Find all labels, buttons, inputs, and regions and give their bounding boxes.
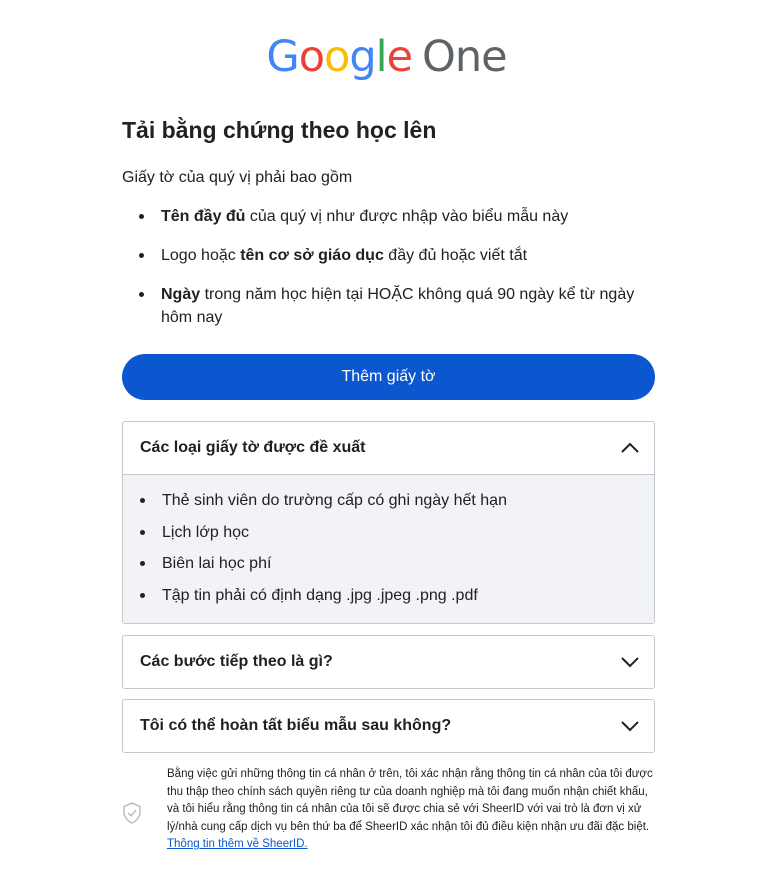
logo-letter-o1: o: [298, 32, 325, 82]
requirement-text: của quý vị như được nhập vào biểu mẫu này: [245, 208, 569, 225]
accordion-finish-later: [122, 699, 655, 753]
google-one-logo: [0, 30, 773, 84]
requirement-item: [122, 283, 642, 329]
accordion-label: Tôi có thể hoàn tất biểu mẫu sau không?: [140, 717, 452, 734]
requirement-item: [122, 205, 642, 228]
accordion-suggested-documents: [122, 421, 655, 624]
requirement-bold: tên cơ sở giáo dục: [240, 247, 384, 264]
requirements-list: [122, 205, 642, 345]
logo-letter-g: G: [266, 32, 299, 82]
requirement-item: [122, 244, 642, 267]
sheerid-info-link[interactable]: Thông tin thêm về SheerID.: [167, 838, 308, 850]
list-item: Lịch lớp học: [123, 521, 654, 553]
requirement-bold: Ngày: [161, 286, 201, 303]
consent-body: Bằng việc gửi những thông tin cá nhân ở trên, tôi xác nhận rằng thông tin cá nhân của tôi được thu thập theo chính sách quyền riêng tư của doanh nghiệp mà tôi đang muốn nhận chiết khấu, và tôi hiểu rằng thông tin cá nhân của tôi sẽ được chia sẻ với SheerID với vai trò là đơn vị xử lý/nhà cung cấp dịch vụ bên thứ ba để SheerID xác nhận tôi đủ điều kiện nhận ưu đãi đặc biệt.: [167, 768, 653, 833]
list-item: Thẻ sinh viên do trường cấp có ghi ngày hết hạn: [123, 489, 654, 521]
accordion-body: [123, 475, 654, 623]
requirement-bold: Tên đầy đủ: [161, 208, 246, 225]
list-item: Biên lai học phí: [123, 552, 654, 584]
accordion-header-suggested-documents[interactable]: [123, 422, 654, 475]
consent-text: [167, 766, 657, 854]
logo-product-name: One: [422, 32, 507, 82]
accordion-header-next-steps[interactable]: [123, 636, 654, 688]
chevron-up-icon: [620, 438, 640, 458]
logo-letter-l: l: [375, 32, 387, 82]
list-item: Tập tin phải có định dạng .jpg .jpeg .png .pdf: [123, 584, 654, 616]
intro-text: Giấy tờ của quý vị phải bao gồm: [122, 169, 353, 186]
accordion-label: Các loại giấy tờ được đề xuất: [140, 439, 366, 456]
shield-check-icon: [122, 802, 142, 824]
requirement-text: trong năm học hiện tại HOẶC không quá 90 ngày kể từ ngày hôm nay: [161, 286, 635, 326]
logo-letter-e: e: [386, 32, 413, 82]
page-title: Tải bằng chứng theo học lên: [122, 117, 437, 143]
chevron-down-icon: [620, 652, 640, 672]
accordion-header-finish-later[interactable]: [123, 700, 654, 752]
add-document-button[interactable]: Thêm giấy tờ: [122, 354, 655, 400]
logo-letter-g2: g: [349, 32, 376, 82]
requirement-text: đầy đủ hoặc viết tắt: [383, 247, 528, 264]
accordion-next-steps: [122, 635, 655, 689]
logo-letter-o2: o: [324, 32, 350, 82]
document-types-list: [123, 475, 654, 615]
accordion-label: Các bước tiếp theo là gì?: [140, 653, 333, 670]
chevron-down-icon: [620, 716, 640, 736]
requirement-text: Logo hoặc: [161, 247, 241, 264]
